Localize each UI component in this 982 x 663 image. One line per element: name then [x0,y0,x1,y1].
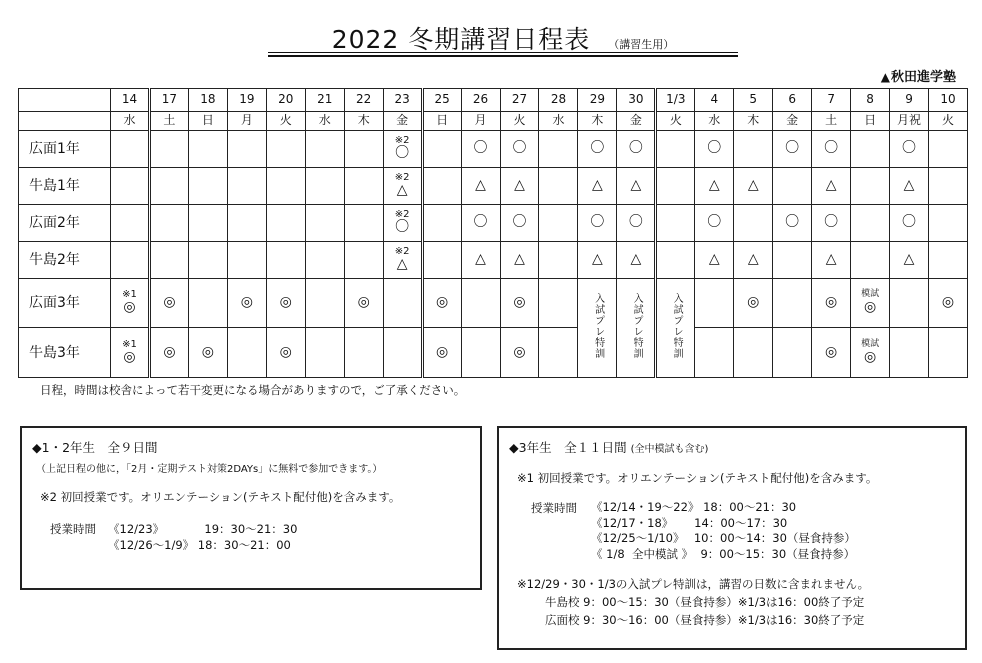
date-cell: 22 [344,89,383,112]
ushijima-time-note: 牛島校 9：00～15：30（昼食持参）※1/3は16：00終了予定 [545,595,865,610]
class-mark: ◎ [357,294,370,311]
date-row [19,89,968,112]
date-cell: 19 [227,89,266,112]
grade3-heading: ◆3年生 全１１日間 (全中模試も含む) [509,440,709,455]
weekday-cell: 土 [812,112,851,131]
grade12-extra-note: （上記日程の他に，「2月・定期テスト対策2DAYs」に無料で参加できます。） [36,464,383,475]
class-mark: ◎ [435,294,449,311]
grade3-info-box [497,426,967,650]
date-cell: 29 [578,89,617,112]
grade12-heading: ◆1・2年生 全９日間 [32,440,158,455]
class-mark: △ [475,251,486,268]
class-mark: 〇 [590,140,605,157]
weekday-cell: 日 [851,112,890,131]
disclaimer-text: 日程，時間は校舎によって若干変更になる場合がありますので，ご了承ください。 [40,383,466,397]
first-class-cell: ※2 △ [383,167,422,204]
date-cell: 26 [461,89,500,112]
weekday-cell: 日 [422,112,461,131]
exam-cell: 模試 ◎ [851,278,890,328]
class-mark: ◎ [163,294,176,311]
schedule-table [18,88,968,378]
class-mark: 〇 [590,214,605,231]
date-cell: 18 [188,89,227,112]
title-main: 2022 冬期講習日程表 [331,25,591,54]
weekday-cell: 水 [695,112,734,131]
class-mark: 〇 [707,140,722,157]
class-mark: ◎ [435,343,449,360]
class-mark: 〇 [628,140,643,157]
date-cell: 27 [500,89,539,112]
weekday-row [19,112,968,131]
grade12-first-class-note: ※2 初回授業です。オリエンテーション(テキスト配付他)を含みます。 [40,490,401,504]
class-mark: ◎ [201,343,214,360]
class-label: 牛島2年 [19,241,111,278]
date-cell: 9 [890,89,929,112]
class-mark: ◎ [279,343,292,360]
first-class-cell: ※1 ◎ [111,278,150,328]
class-mark: ◎ [513,294,526,311]
grade3-time-4: 《 1/8 全中模試 》 9：00～15：30（昼食持参） [591,546,856,561]
date-cell: 14 [111,89,150,112]
class-mark: ◎ [279,294,292,311]
class-mark: 〇 [512,140,527,157]
weekday-cell: 月 [461,112,500,131]
class-label: 広面3年 [19,278,111,328]
schedule-row [19,328,968,378]
weekday-cell: 火 [500,112,539,131]
weekday-cell: 金 [383,112,422,131]
class-mark: ◎ [513,343,526,360]
weekday-cell: 土 [149,112,188,131]
pre-exam-cell: 入試プレ特訓 [617,278,656,377]
class-mark: 〇 [473,140,488,157]
weekday-cell: 木 [344,112,383,131]
weekday-cell: 月祝 [890,112,929,131]
first-class-cell: ※2 〇 [383,204,422,241]
class-mark: ◎ [163,343,176,360]
grade3-first-class-note: ※1 初回授業です。オリエンテーション(テキスト配付他)を含みます。 [517,471,878,485]
class-mark: ◎ [825,294,838,311]
date-cell: 20 [266,89,305,112]
weekday-cell: 水 [539,112,578,131]
title-underline [268,52,738,53]
weekday-cell: 木 [578,112,617,131]
class-label: 広面1年 [19,131,111,168]
class-mark: △ [592,251,603,268]
weekday-cell: 金 [617,112,656,131]
class-mark: 〇 [785,140,800,157]
class-mark: △ [592,177,603,194]
weekday-cell: 火 [266,112,305,131]
date-cell: 4 [695,89,734,112]
date-cell: 5 [734,89,773,112]
class-mark: △ [747,251,759,268]
class-mark: 〇 [902,214,917,231]
weekday-cell: 火 [929,112,968,131]
weekday-cell: 火 [656,112,695,131]
date-cell: 7 [812,89,851,112]
grade12-time-label: 授業時間 [50,522,96,536]
grade12-time-1: 《12/23》 19：30～21：30 [108,522,298,536]
class-mark: △ [825,177,837,194]
class-mark: 〇 [473,214,488,231]
class-mark: 〇 [707,214,722,231]
class-mark: 〇 [902,140,917,157]
corner-cell [19,89,111,112]
date-cell: 23 [383,89,422,112]
schedule-row [19,204,968,241]
grade3-time-1: 《12/14・19～22》 18：00～21：30 [591,500,797,514]
date-cell: 10 [929,89,968,112]
class-label: 広面2年 [19,204,111,241]
date-cell: 8 [851,89,890,112]
grade12-info-box [20,426,482,590]
class-mark: 〇 [785,214,800,231]
class-mark: ◎ [941,294,955,311]
class-label: 牛島3年 [19,328,111,378]
class-mark: △ [747,177,759,194]
class-mark: △ [514,177,525,194]
class-mark: 〇 [512,214,527,231]
date-cell: 6 [773,89,812,112]
grade12-time-2: 《12/26～1/9》 18：30～21：00 [108,538,291,552]
class-mark: ◎ [240,294,253,311]
class-mark: △ [630,251,642,268]
grade3-time-2: 《12/17・18》 14：00～17：30 [591,515,788,530]
pre-exam-note: ※12/29・30・1/3の入試プレ特訓は，講習の日数に含まれません。 [517,577,870,592]
class-mark: △ [475,177,486,194]
class-mark: △ [903,177,915,194]
date-cell: 21 [305,89,344,112]
schedule-row [19,167,968,204]
hiroomote-time-note: 広面校 9：30～16：00（昼食持参）※1/3は16：30終了予定 [545,613,865,628]
class-label: 牛島1年 [19,167,111,204]
schedule-row [19,131,968,168]
corner-cell [19,112,111,131]
class-mark: ◎ [747,294,760,311]
date-cell: 30 [617,89,656,112]
class-mark: 〇 [628,214,643,231]
class-mark: △ [903,251,915,268]
class-mark: 〇 [824,214,839,231]
class-mark: ◎ [825,343,838,360]
title-underline-bold [268,55,738,57]
first-class-cell: ※2 △ [383,241,422,278]
first-class-cell: ※2 〇 [383,131,422,168]
class-mark: 〇 [824,140,839,157]
weekday-cell: 木 [734,112,773,131]
page-title [268,20,738,56]
weekday-cell: 月 [227,112,266,131]
date-cell: 17 [149,89,188,112]
pre-exam-cell: 入試プレ特訓 [656,278,695,377]
grade3-time-3: 《12/25～1/10》 10：00～14：30（昼食持参） [591,531,856,546]
date-cell: 25 [422,89,461,112]
school-name: ▲秋田進学塾 [880,70,956,85]
class-mark: △ [514,251,525,268]
weekday-cell: 水 [305,112,344,131]
class-mark: △ [708,251,720,268]
schedule-row [19,241,968,278]
weekday-cell: 金 [773,112,812,131]
class-mark: △ [708,177,720,194]
title-sub: （講習生用） [608,38,675,51]
pre-exam-cell: 入試プレ特訓 [578,278,617,377]
schedule-row [19,278,968,328]
grade3-time-label: 授業時間 [531,501,577,515]
triangle-logo-icon: ▲ [880,70,890,84]
weekday-cell: 水 [111,112,150,131]
first-class-cell: ※1 ◎ [111,328,150,378]
date-cell: 1/3 [656,89,695,112]
class-mark: △ [825,251,837,268]
date-cell: 28 [539,89,578,112]
exam-cell: 模試 ◎ [851,328,890,378]
class-mark: △ [630,177,642,194]
weekday-cell: 日 [188,112,227,131]
